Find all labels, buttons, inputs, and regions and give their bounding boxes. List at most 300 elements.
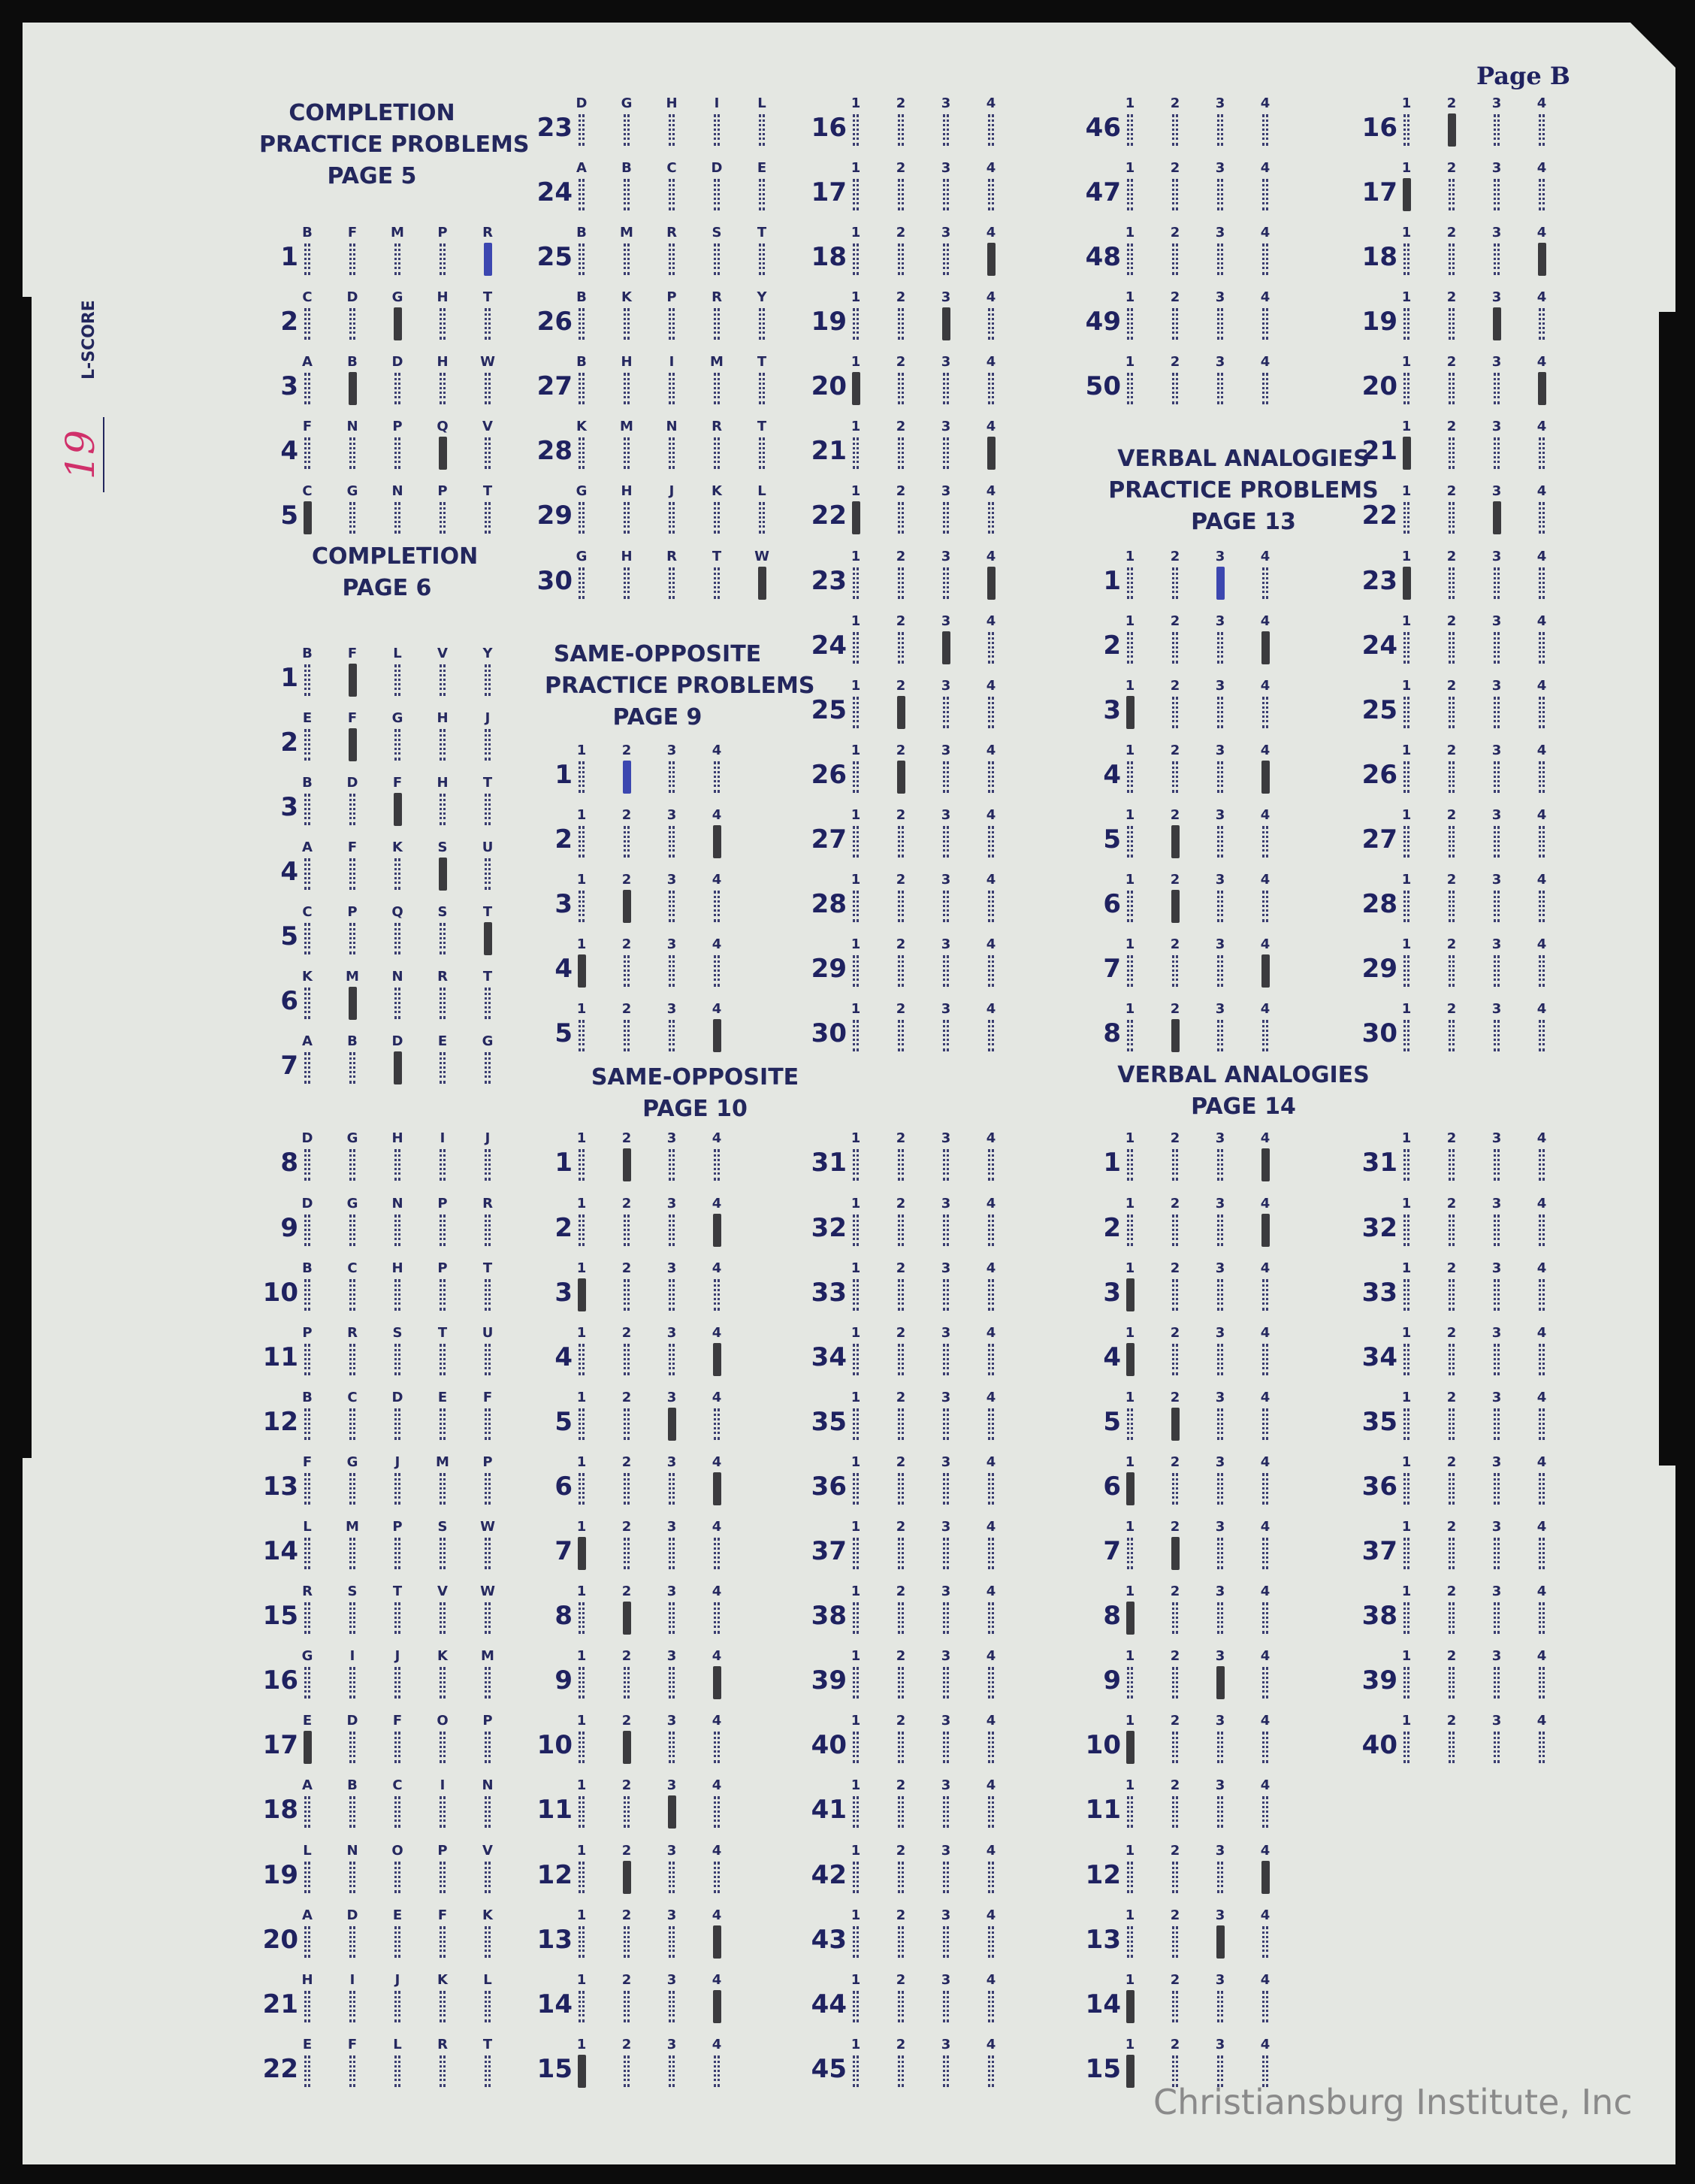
answer-bubble[interactable] — [1262, 1473, 1268, 1505]
answer-bubble[interactable] — [853, 2055, 859, 2087]
answer-bubble[interactable] — [1172, 1926, 1178, 1958]
answer-bubble[interactable] — [1217, 1344, 1223, 1375]
answer-bubble[interactable] — [579, 1796, 585, 1828]
answer-bubble[interactable] — [304, 244, 310, 275]
answer-bubble[interactable] — [579, 373, 585, 404]
answer-bubble[interactable] — [714, 1279, 720, 1311]
answer-bubble[interactable] — [394, 437, 400, 469]
answer-bubble[interactable] — [1539, 567, 1545, 599]
answer-bubble[interactable] — [624, 955, 630, 987]
answer-bubble[interactable] — [304, 988, 310, 1019]
answer-bubble[interactable] — [1127, 373, 1133, 404]
answer-bubble[interactable] — [988, 179, 994, 210]
answer-bubble[interactable] — [898, 1602, 904, 1634]
answer-bubble[interactable] — [440, 1538, 446, 1569]
answer-bubble[interactable] — [988, 955, 994, 987]
answer-bubble[interactable] — [349, 1052, 355, 1084]
answer-bubble[interactable] — [349, 1408, 355, 1440]
answer-bubble[interactable] — [624, 308, 630, 340]
answer-bubble[interactable] — [1539, 1732, 1545, 1763]
answer-bubble[interactable] — [1172, 697, 1178, 728]
answer-bubble[interactable] — [1539, 1667, 1545, 1698]
answer-bubble[interactable] — [1539, 632, 1545, 664]
answer-bubble[interactable] — [440, 1862, 446, 1893]
answer-bubble[interactable] — [1262, 1732, 1268, 1763]
answer-bubble[interactable] — [485, 664, 491, 696]
answer-bubble[interactable] — [898, 1473, 904, 1505]
answer-bubble[interactable] — [394, 988, 400, 1019]
answer-bubble[interactable] — [304, 1473, 310, 1505]
answer-bubble[interactable] — [1172, 1473, 1178, 1505]
answer-bubble[interactable] — [1127, 1538, 1133, 1569]
answer-bubble[interactable] — [440, 502, 446, 534]
answer-bubble[interactable] — [853, 632, 859, 664]
answer-bubble[interactable] — [485, 1215, 491, 1246]
answer-bubble[interactable] — [714, 179, 720, 210]
answer-bubble[interactable] — [1217, 1020, 1223, 1051]
answer-bubble[interactable] — [485, 858, 491, 890]
answer-bubble[interactable] — [1172, 761, 1178, 793]
answer-bubble[interactable] — [1403, 1732, 1409, 1763]
answer-bubble[interactable] — [1539, 308, 1545, 340]
answer-bubble[interactable] — [1217, 114, 1223, 146]
answer-bubble[interactable] — [988, 1020, 994, 1051]
answer-bubble[interactable] — [1172, 1991, 1178, 2022]
answer-bubble[interactable] — [304, 1667, 310, 1698]
answer-bubble[interactable] — [988, 1473, 994, 1505]
answer-bubble[interactable] — [898, 955, 904, 987]
answer-bubble[interactable] — [669, 1862, 675, 1893]
answer-bubble[interactable] — [304, 858, 310, 890]
answer-bubble[interactable] — [485, 1796, 491, 1828]
answer-bubble[interactable] — [1539, 179, 1545, 210]
answer-bubble[interactable] — [440, 308, 446, 340]
answer-bubble[interactable] — [304, 308, 310, 340]
answer-bubble[interactable] — [898, 437, 904, 469]
answer-bubble[interactable] — [669, 2055, 675, 2087]
answer-bubble[interactable] — [853, 1667, 859, 1698]
answer-bubble[interactable] — [440, 794, 446, 825]
answer-bubble[interactable] — [394, 502, 400, 534]
answer-bubble[interactable] — [485, 1667, 491, 1698]
answer-bubble[interactable] — [440, 1149, 446, 1181]
answer-bubble[interactable] — [943, 2055, 949, 2087]
answer-bubble[interactable] — [349, 244, 355, 275]
answer-bubble[interactable] — [988, 1344, 994, 1375]
answer-bubble[interactable] — [1403, 1538, 1409, 1569]
answer-bubble[interactable] — [1494, 437, 1500, 469]
answer-bubble[interactable] — [485, 988, 491, 1019]
answer-bubble[interactable] — [853, 1991, 859, 2022]
answer-bubble[interactable] — [624, 1667, 630, 1698]
answer-bubble[interactable] — [1172, 955, 1178, 987]
answer-bubble[interactable] — [1172, 244, 1178, 275]
answer-bubble[interactable] — [579, 179, 585, 210]
answer-bubble[interactable] — [1539, 1215, 1545, 1246]
answer-bubble[interactable] — [1449, 761, 1455, 793]
answer-bubble[interactable] — [714, 567, 720, 599]
answer-bubble[interactable] — [1127, 1796, 1133, 1828]
answer-bubble[interactable] — [988, 632, 994, 664]
answer-bubble[interactable] — [1539, 761, 1545, 793]
answer-bubble[interactable] — [349, 1796, 355, 1828]
answer-bubble[interactable] — [943, 1667, 949, 1698]
answer-bubble[interactable] — [624, 1020, 630, 1051]
answer-bubble[interactable] — [988, 114, 994, 146]
answer-bubble[interactable] — [1539, 697, 1545, 728]
answer-bubble[interactable] — [1403, 891, 1409, 922]
answer-bubble[interactable] — [1262, 2055, 1268, 2087]
answer-bubble[interactable] — [485, 1473, 491, 1505]
answer-bubble[interactable] — [579, 567, 585, 599]
answer-bubble[interactable] — [349, 1602, 355, 1634]
answer-bubble[interactable] — [1403, 1215, 1409, 1246]
answer-bubble[interactable] — [1172, 1667, 1178, 1698]
answer-bubble[interactable] — [304, 794, 310, 825]
answer-bubble[interactable] — [579, 1926, 585, 1958]
answer-bubble[interactable] — [1539, 891, 1545, 922]
answer-bubble[interactable] — [1539, 955, 1545, 987]
answer-bubble[interactable] — [988, 1279, 994, 1311]
answer-bubble[interactable] — [943, 761, 949, 793]
answer-bubble[interactable] — [669, 1020, 675, 1051]
answer-bubble[interactable] — [349, 502, 355, 534]
answer-bubble[interactable] — [304, 373, 310, 404]
answer-bubble[interactable] — [1449, 1602, 1455, 1634]
answer-bubble[interactable] — [1217, 2055, 1223, 2087]
answer-bubble[interactable] — [1262, 308, 1268, 340]
answer-bubble[interactable] — [669, 1344, 675, 1375]
answer-bubble[interactable] — [349, 437, 355, 469]
answer-bubble[interactable] — [485, 1149, 491, 1181]
answer-bubble[interactable] — [440, 1796, 446, 1828]
answer-bubble[interactable] — [579, 1991, 585, 2022]
answer-bubble[interactable] — [898, 373, 904, 404]
answer-bubble[interactable] — [485, 502, 491, 534]
answer-bubble[interactable] — [1539, 1473, 1545, 1505]
answer-bubble[interactable] — [669, 308, 675, 340]
answer-bubble[interactable] — [1262, 891, 1268, 922]
answer-bubble[interactable] — [898, 502, 904, 534]
answer-bubble[interactable] — [898, 1926, 904, 1958]
answer-bubble[interactable] — [1449, 1149, 1455, 1181]
answer-bubble[interactable] — [1403, 1408, 1409, 1440]
answer-bubble[interactable] — [943, 1215, 949, 1246]
answer-bubble[interactable] — [988, 1538, 994, 1569]
answer-bubble[interactable] — [1172, 1149, 1178, 1181]
answer-bubble[interactable] — [394, 1408, 400, 1440]
answer-bubble[interactable] — [304, 923, 310, 954]
answer-bubble[interactable] — [988, 1602, 994, 1634]
answer-bubble[interactable] — [1403, 761, 1409, 793]
answer-bubble[interactable] — [1403, 1149, 1409, 1181]
answer-bubble[interactable] — [394, 1538, 400, 1569]
answer-bubble[interactable] — [1494, 1215, 1500, 1246]
answer-bubble[interactable] — [394, 1279, 400, 1311]
answer-bubble[interactable] — [1262, 826, 1268, 858]
answer-bubble[interactable] — [304, 1149, 310, 1181]
answer-bubble[interactable] — [1449, 437, 1455, 469]
answer-bubble[interactable] — [440, 1052, 446, 1084]
answer-bubble[interactable] — [898, 1991, 904, 2022]
answer-bubble[interactable] — [898, 1732, 904, 1763]
answer-bubble[interactable] — [304, 1279, 310, 1311]
answer-bubble[interactable] — [394, 1862, 400, 1893]
answer-bubble[interactable] — [1262, 697, 1268, 728]
answer-bubble[interactable] — [943, 244, 949, 275]
answer-bubble[interactable] — [1172, 2055, 1178, 2087]
answer-bubble[interactable] — [853, 244, 859, 275]
answer-bubble[interactable] — [440, 1344, 446, 1375]
answer-bubble[interactable] — [1539, 1538, 1545, 1569]
answer-bubble[interactable] — [1172, 1862, 1178, 1893]
answer-bubble[interactable] — [669, 1732, 675, 1763]
answer-bubble[interactable] — [1449, 373, 1455, 404]
answer-bubble[interactable] — [1449, 891, 1455, 922]
answer-bubble[interactable] — [1262, 1926, 1268, 1958]
answer-bubble[interactable] — [1217, 1279, 1223, 1311]
answer-bubble[interactable] — [624, 1215, 630, 1246]
answer-bubble[interactable] — [853, 1602, 859, 1634]
answer-bubble[interactable] — [988, 1408, 994, 1440]
answer-bubble[interactable] — [1403, 1602, 1409, 1634]
answer-bubble[interactable] — [1494, 1020, 1500, 1051]
answer-bubble[interactable] — [1494, 1732, 1500, 1763]
answer-bubble[interactable] — [988, 1991, 994, 2022]
answer-bubble[interactable] — [485, 1538, 491, 1569]
answer-bubble[interactable] — [1494, 761, 1500, 793]
answer-bubble[interactable] — [1494, 955, 1500, 987]
answer-bubble[interactable] — [669, 1215, 675, 1246]
answer-bubble[interactable] — [1217, 955, 1223, 987]
answer-bubble[interactable] — [853, 1215, 859, 1246]
answer-bubble[interactable] — [579, 1602, 585, 1634]
answer-bubble[interactable] — [1217, 1862, 1223, 1893]
answer-bubble[interactable] — [898, 1279, 904, 1311]
answer-bubble[interactable] — [669, 437, 675, 469]
answer-bubble[interactable] — [669, 826, 675, 858]
answer-bubble[interactable] — [1262, 567, 1268, 599]
answer-bubble[interactable] — [485, 1052, 491, 1084]
answer-bubble[interactable] — [943, 373, 949, 404]
answer-bubble[interactable] — [988, 826, 994, 858]
answer-bubble[interactable] — [1449, 1667, 1455, 1698]
answer-bubble[interactable] — [759, 437, 765, 469]
answer-bubble[interactable] — [1539, 1344, 1545, 1375]
answer-bubble[interactable] — [624, 2055, 630, 2087]
answer-bubble[interactable] — [304, 1796, 310, 1828]
answer-bubble[interactable] — [1449, 697, 1455, 728]
answer-bubble[interactable] — [1127, 1667, 1133, 1698]
answer-bubble[interactable] — [943, 502, 949, 534]
answer-bubble[interactable] — [440, 1279, 446, 1311]
answer-bubble[interactable] — [579, 1473, 585, 1505]
answer-bubble[interactable] — [579, 1020, 585, 1051]
answer-bubble[interactable] — [394, 2055, 400, 2087]
answer-bubble[interactable] — [1262, 179, 1268, 210]
answer-bubble[interactable] — [485, 2055, 491, 2087]
answer-bubble[interactable] — [1217, 761, 1223, 793]
answer-bubble[interactable] — [579, 244, 585, 275]
answer-bubble[interactable] — [669, 1279, 675, 1311]
answer-bubble[interactable] — [1449, 1538, 1455, 1569]
answer-bubble[interactable] — [1494, 826, 1500, 858]
answer-bubble[interactable] — [624, 1344, 630, 1375]
answer-bubble[interactable] — [714, 1149, 720, 1181]
answer-bubble[interactable] — [1494, 891, 1500, 922]
answer-bubble[interactable] — [988, 373, 994, 404]
answer-bubble[interactable] — [1127, 1149, 1133, 1181]
answer-bubble[interactable] — [1539, 1149, 1545, 1181]
answer-bubble[interactable] — [759, 502, 765, 534]
answer-bubble[interactable] — [1449, 1215, 1455, 1246]
answer-bubble[interactable] — [579, 1862, 585, 1893]
answer-bubble[interactable] — [1127, 308, 1133, 340]
answer-bubble[interactable] — [394, 664, 400, 696]
answer-bubble[interactable] — [440, 1667, 446, 1698]
answer-bubble[interactable] — [624, 1796, 630, 1828]
answer-bubble[interactable] — [485, 1602, 491, 1634]
answer-bubble[interactable] — [943, 955, 949, 987]
answer-bubble[interactable] — [349, 1279, 355, 1311]
answer-bubble[interactable] — [714, 891, 720, 922]
answer-bubble[interactable] — [988, 761, 994, 793]
answer-bubble[interactable] — [1403, 955, 1409, 987]
answer-bubble[interactable] — [349, 923, 355, 954]
answer-bubble[interactable] — [624, 114, 630, 146]
answer-bubble[interactable] — [1217, 1473, 1223, 1505]
answer-bubble[interactable] — [579, 308, 585, 340]
answer-bubble[interactable] — [1172, 373, 1178, 404]
answer-bubble[interactable] — [898, 1862, 904, 1893]
answer-bubble[interactable] — [1449, 1473, 1455, 1505]
answer-bubble[interactable] — [624, 1408, 630, 1440]
answer-bubble[interactable] — [1494, 1344, 1500, 1375]
answer-bubble[interactable] — [898, 826, 904, 858]
answer-bubble[interactable] — [1217, 179, 1223, 210]
answer-bubble[interactable] — [394, 729, 400, 761]
answer-bubble[interactable] — [1127, 1020, 1133, 1051]
answer-bubble[interactable] — [669, 502, 675, 534]
answer-bubble[interactable] — [853, 697, 859, 728]
answer-bubble[interactable] — [898, 632, 904, 664]
answer-bubble[interactable] — [714, 1732, 720, 1763]
answer-bubble[interactable] — [579, 1408, 585, 1440]
answer-bubble[interactable] — [1494, 632, 1500, 664]
answer-bubble[interactable] — [853, 1279, 859, 1311]
answer-bubble[interactable] — [440, 1991, 446, 2022]
answer-bubble[interactable] — [759, 244, 765, 275]
answer-bubble[interactable] — [898, 1149, 904, 1181]
answer-bubble[interactable] — [440, 1732, 446, 1763]
answer-bubble[interactable] — [1127, 826, 1133, 858]
answer-bubble[interactable] — [1262, 1020, 1268, 1051]
answer-bubble[interactable] — [714, 244, 720, 275]
answer-bubble[interactable] — [1217, 1991, 1223, 2022]
answer-bubble[interactable] — [1127, 179, 1133, 210]
answer-bubble[interactable] — [898, 2055, 904, 2087]
answer-bubble[interactable] — [988, 2055, 994, 2087]
answer-bubble[interactable] — [624, 1926, 630, 1958]
answer-bubble[interactable] — [1539, 437, 1545, 469]
answer-bubble[interactable] — [943, 1862, 949, 1893]
answer-bubble[interactable] — [1449, 567, 1455, 599]
answer-bubble[interactable] — [1172, 632, 1178, 664]
answer-bubble[interactable] — [1449, 826, 1455, 858]
answer-bubble[interactable] — [714, 308, 720, 340]
answer-bubble[interactable] — [304, 729, 310, 761]
answer-bubble[interactable] — [624, 437, 630, 469]
answer-bubble[interactable] — [714, 1796, 720, 1828]
answer-bubble[interactable] — [1403, 373, 1409, 404]
answer-bubble[interactable] — [1262, 244, 1268, 275]
answer-bubble[interactable] — [1449, 1020, 1455, 1051]
answer-bubble[interactable] — [1262, 1538, 1268, 1569]
answer-bubble[interactable] — [853, 567, 859, 599]
answer-bubble[interactable] — [1172, 1732, 1178, 1763]
answer-bubble[interactable] — [714, 437, 720, 469]
answer-bubble[interactable] — [1262, 1796, 1268, 1828]
answer-bubble[interactable] — [898, 1215, 904, 1246]
answer-bubble[interactable] — [579, 826, 585, 858]
answer-bubble[interactable] — [1403, 1667, 1409, 1698]
answer-bubble[interactable] — [304, 1408, 310, 1440]
answer-bubble[interactable] — [1127, 1862, 1133, 1893]
answer-bubble[interactable] — [485, 1344, 491, 1375]
answer-bubble[interactable] — [714, 1408, 720, 1440]
answer-bubble[interactable] — [898, 1020, 904, 1051]
answer-bubble[interactable] — [669, 1991, 675, 2022]
answer-bubble[interactable] — [440, 244, 446, 275]
answer-bubble[interactable] — [943, 1020, 949, 1051]
answer-bubble[interactable] — [1449, 1344, 1455, 1375]
answer-bubble[interactable] — [1494, 244, 1500, 275]
answer-bubble[interactable] — [485, 794, 491, 825]
answer-bubble[interactable] — [349, 1991, 355, 2022]
answer-bubble[interactable] — [1403, 244, 1409, 275]
answer-bubble[interactable] — [440, 373, 446, 404]
answer-bubble[interactable] — [898, 114, 904, 146]
answer-bubble[interactable] — [1127, 567, 1133, 599]
answer-bubble[interactable] — [1539, 114, 1545, 146]
answer-bubble[interactable] — [1217, 1215, 1223, 1246]
answer-bubble[interactable] — [349, 1473, 355, 1505]
answer-bubble[interactable] — [1403, 632, 1409, 664]
answer-bubble[interactable] — [669, 891, 675, 922]
answer-bubble[interactable] — [898, 179, 904, 210]
answer-bubble[interactable] — [1127, 1926, 1133, 1958]
answer-bubble[interactable] — [304, 1926, 310, 1958]
answer-bubble[interactable] — [1172, 1344, 1178, 1375]
answer-bubble[interactable] — [440, 1602, 446, 1634]
answer-bubble[interactable] — [1172, 1279, 1178, 1311]
answer-bubble[interactable] — [1217, 891, 1223, 922]
answer-bubble[interactable] — [1494, 567, 1500, 599]
answer-bubble[interactable] — [485, 729, 491, 761]
answer-bubble[interactable] — [304, 437, 310, 469]
answer-bubble[interactable] — [624, 502, 630, 534]
answer-bubble[interactable] — [853, 1862, 859, 1893]
answer-bubble[interactable] — [1403, 697, 1409, 728]
answer-bubble[interactable] — [304, 1344, 310, 1375]
answer-bubble[interactable] — [853, 891, 859, 922]
answer-bubble[interactable] — [853, 179, 859, 210]
answer-bubble[interactable] — [1494, 697, 1500, 728]
answer-bubble[interactable] — [898, 1667, 904, 1698]
answer-bubble[interactable] — [440, 1473, 446, 1505]
answer-bubble[interactable] — [853, 1732, 859, 1763]
answer-bubble[interactable] — [988, 1796, 994, 1828]
